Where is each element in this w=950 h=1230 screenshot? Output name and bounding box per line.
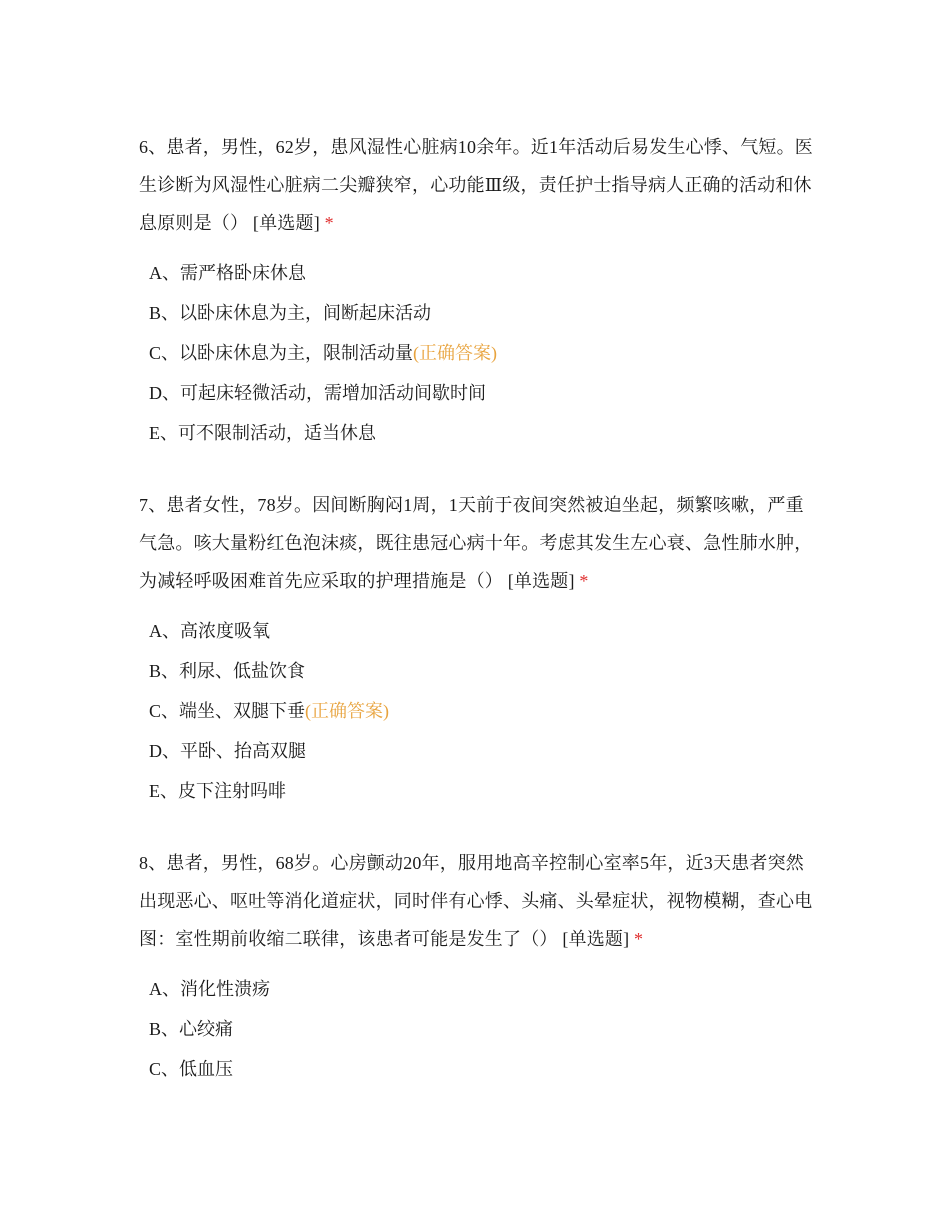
option-b	[139, 293, 819, 333]
question-text: 6、患者，男性，62岁，患风湿性心脏病10余年。近1年活动后易发生心悸、气短。医生诊断为风湿性心脏病二尖瓣狭窄，心功能Ⅲ级，责任护士指导病人正确的活动和休息原则是（）	[139, 137, 813, 233]
option-text: E、皮下注射吗啡	[149, 781, 286, 801]
option-list	[139, 969, 819, 1089]
option-text: B、以卧床休息为主，间断起床活动	[149, 303, 432, 323]
option-b	[139, 651, 819, 691]
question-6	[139, 128, 819, 453]
option-d	[139, 731, 819, 771]
required-asterisk: *	[324, 213, 334, 233]
option-text: E、可不限制活动，适当休息	[149, 423, 376, 443]
option-text: C、端坐、双腿下垂	[149, 701, 306, 721]
option-text: C、以卧床休息为主，限制活动量	[149, 343, 414, 363]
option-text: A、需严格卧床休息	[149, 263, 306, 283]
option-text: D、平卧、抬高双腿	[149, 741, 306, 761]
option-text: C、低血压	[149, 1059, 234, 1079]
option-c	[139, 691, 819, 731]
question-7	[139, 486, 819, 811]
option-text: B、利尿、低盐饮食	[149, 661, 306, 681]
option-a	[139, 969, 819, 1009]
option-list	[139, 253, 819, 453]
option-text: D、可起床轻微活动，需增加活动间歇时间	[149, 383, 486, 403]
required-asterisk: *	[579, 571, 589, 591]
option-e	[139, 413, 819, 453]
question-type-label: [单选题]	[252, 213, 320, 233]
option-b	[139, 1009, 819, 1049]
option-a	[139, 253, 819, 293]
question-stem	[139, 486, 819, 600]
option-a	[139, 611, 819, 651]
question-stem	[139, 844, 819, 958]
question-stem	[139, 128, 819, 242]
option-text: B、心绞痛	[149, 1019, 234, 1039]
option-text: A、消化性溃疡	[149, 979, 270, 999]
correct-answer-tag: (正确答案)	[413, 343, 498, 363]
option-d	[139, 373, 819, 413]
option-c	[139, 1049, 819, 1089]
option-e	[139, 771, 819, 811]
option-c	[139, 333, 819, 373]
option-list	[139, 611, 819, 811]
question-text: 8、患者，男性，68岁。心房颤动20年，服用地高辛控制心室率5年，近3天患者突然出现恶心、呕吐等消化道症状，同时伴有心悸、头痛、头晕症状，视物模糊，查心电图：室性期前收缩二联律，该患者可能是发生了（）	[139, 853, 813, 949]
question-type-label: [单选题]	[562, 929, 630, 949]
question-type-label: [单选题]	[507, 571, 575, 591]
correct-answer-tag: (正确答案)	[305, 701, 390, 721]
required-asterisk: *	[634, 929, 644, 949]
question-text: 7、患者女性，78岁。因间断胸闷1周，1天前于夜间突然被迫坐起，频繁咳嗽，严重气急。咳大量粉红色泡沫痰，既往患冠心病十年。考虑其发生左心衰、急性肺水肿，为减轻呼吸困难首先应采取的护理措施是（）	[139, 495, 813, 591]
question-8	[139, 844, 819, 1089]
option-text: A、高浓度吸氧	[149, 621, 270, 641]
